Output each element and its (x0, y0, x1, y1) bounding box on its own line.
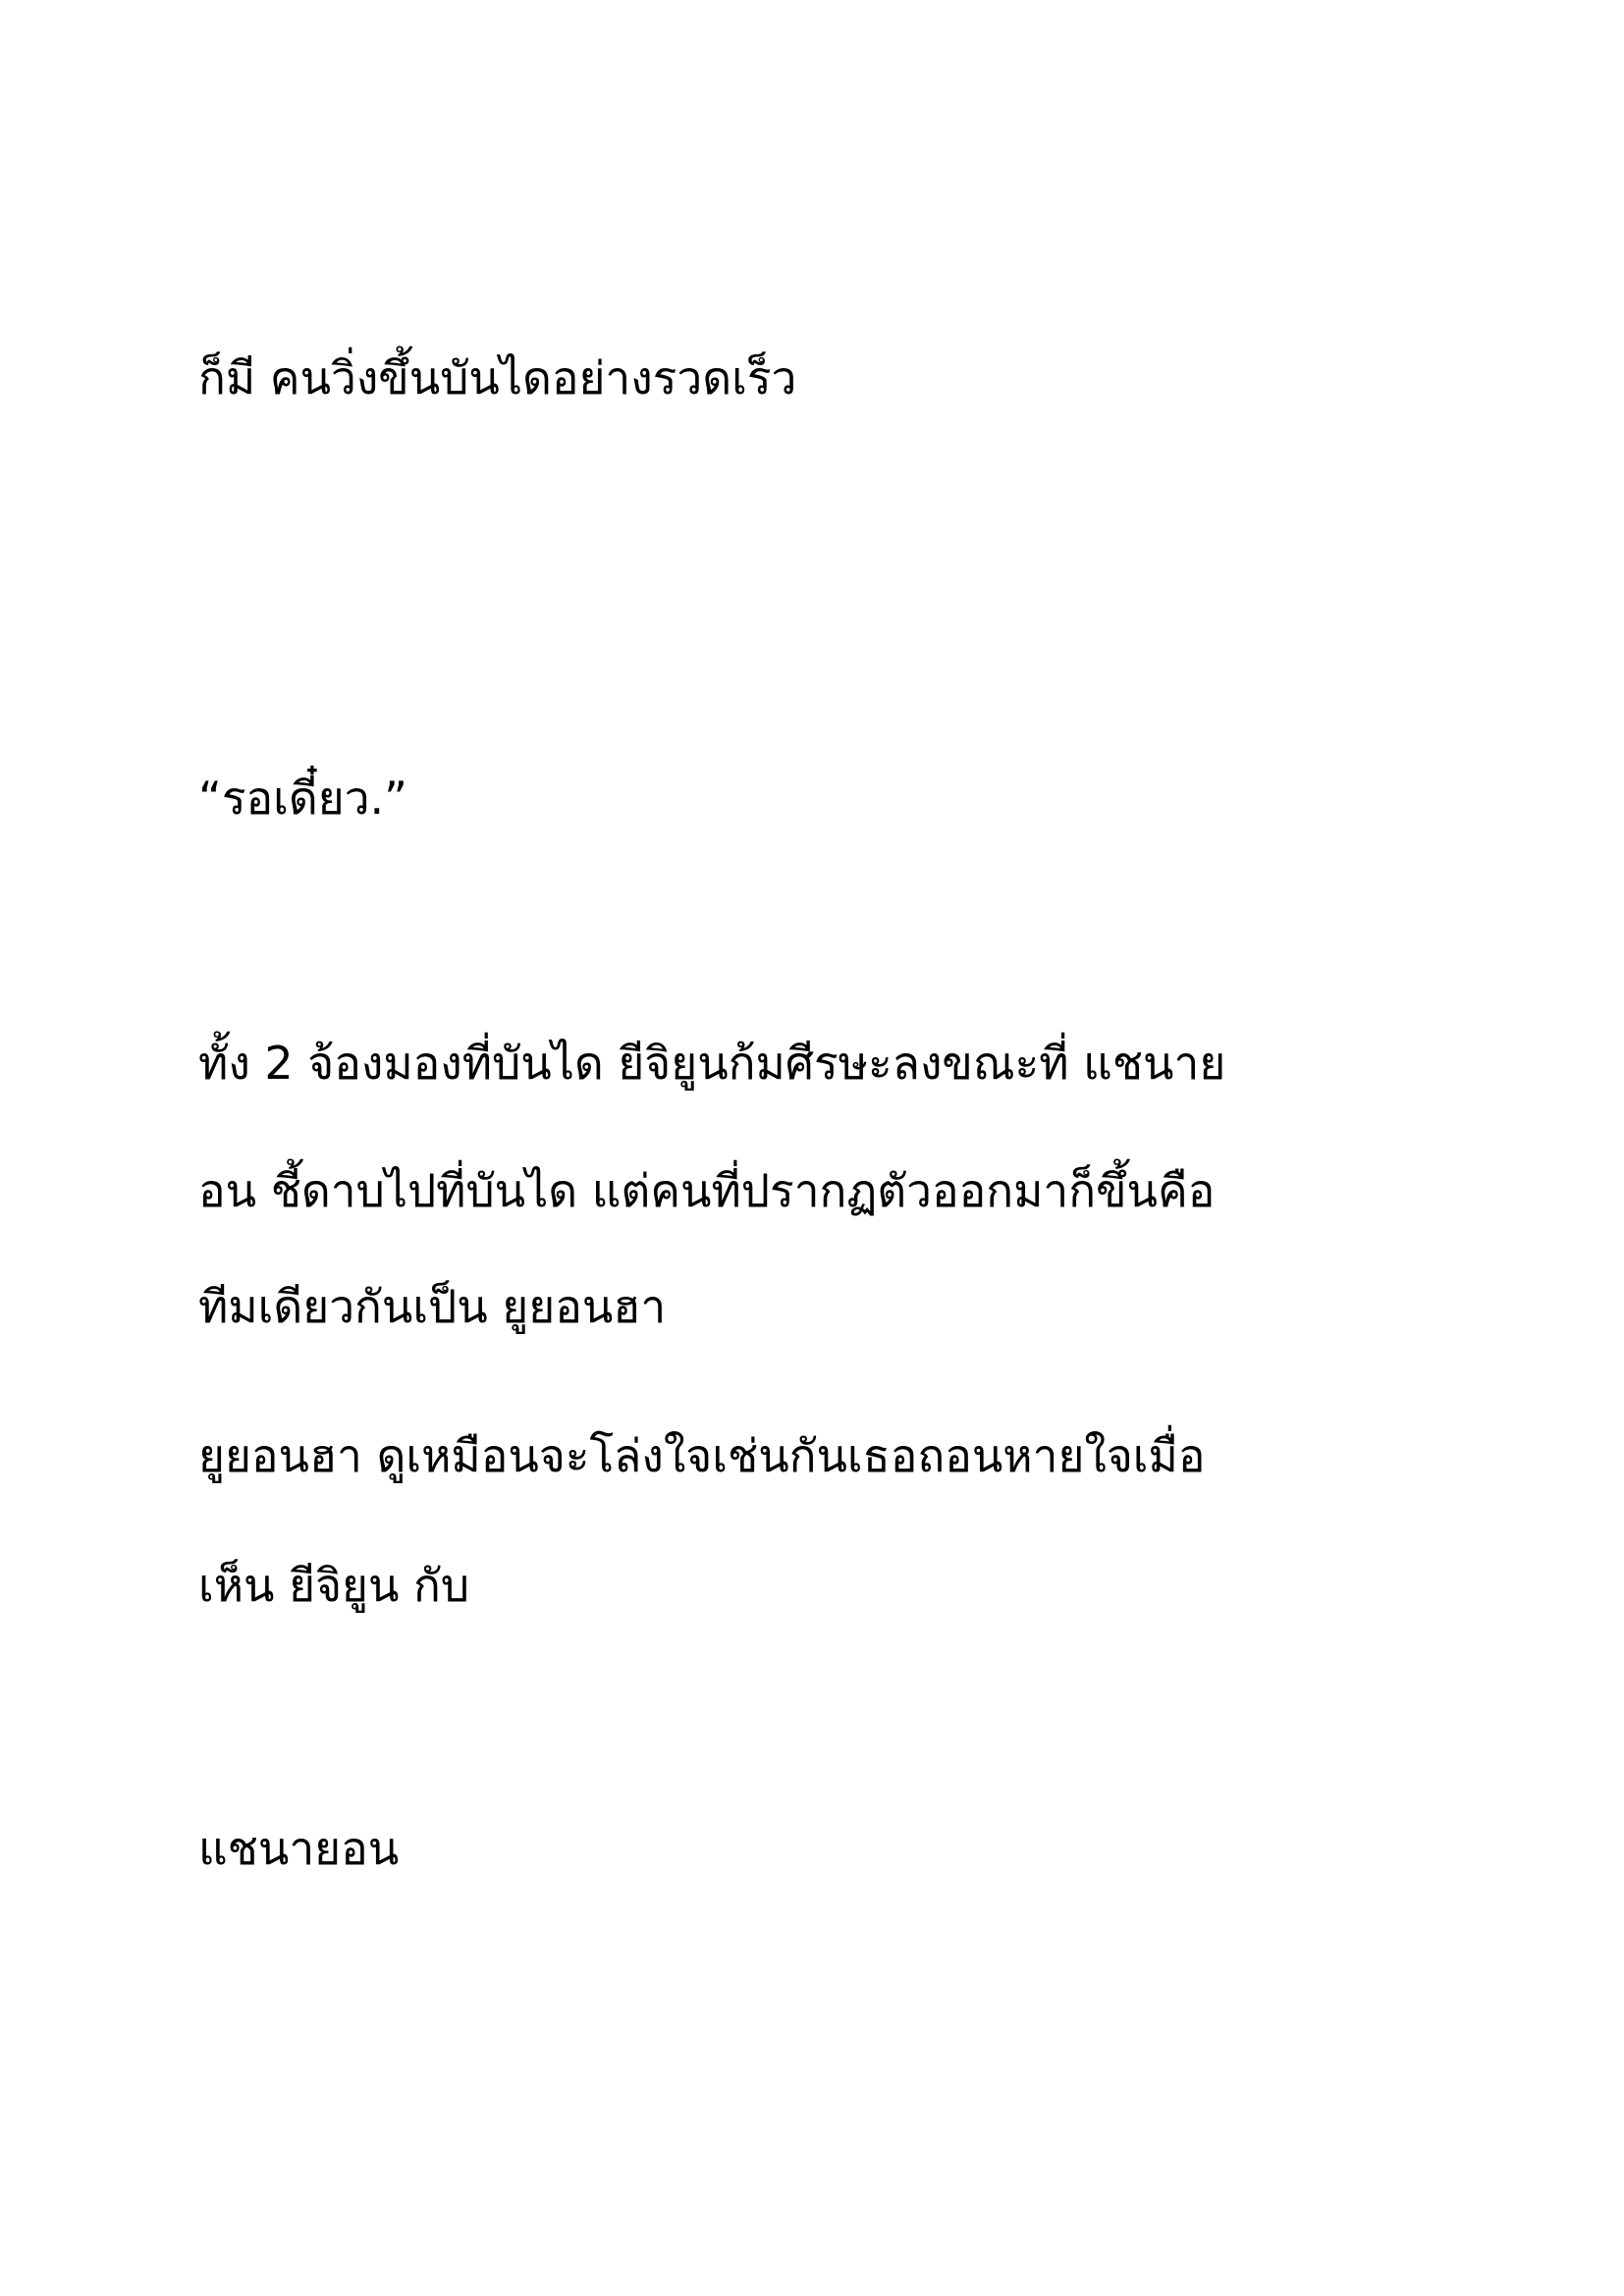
text-line: ทีมเดียวกันเป็น ยูยอนฮา (198, 1280, 667, 1333)
text-line: ก็มี คนวิ่งขึ้นบันไดอย่างรวดเร็ว (198, 351, 797, 404)
text-line: เห็น ยีจิยูน กับ (198, 1559, 470, 1612)
text-line: แชนายอน (198, 1822, 400, 1875)
text-line: ทั้ง 2 จ้องมองที่บันได ยีจิยูนก้มศีรษะลงขณะที่ แชนาย (198, 1037, 1226, 1090)
text-line: อน ชี้ดาบไปที่บันได แต่คนที่ปรากฏตัวออกมาก็ขึ้นคือ (198, 1164, 1216, 1217)
dialogue-line: “รอเดี๋ยว.” (198, 772, 407, 825)
text-line: ยูยอนฮา ดูเหมือนจะโล่งใจเช่นกันเธอถอนหายใจเมื่อ (198, 1429, 1206, 1482)
